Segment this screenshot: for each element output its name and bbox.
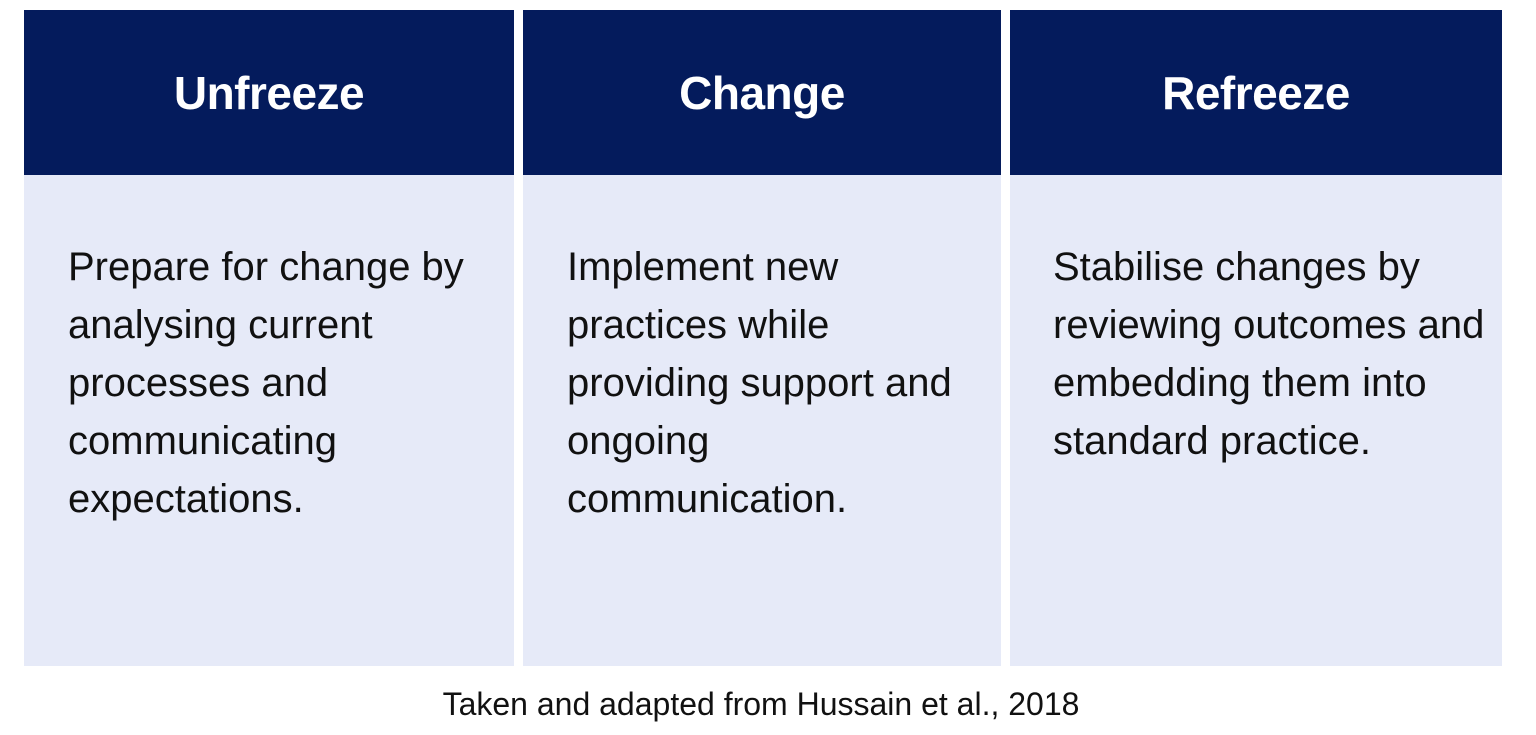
stage-header-refreeze [1010, 10, 1502, 175]
stage-description-change: Implement new practices while providing support and ongoing communication. [567, 245, 952, 521]
stage-title-change: Change [679, 66, 845, 119]
stage-column-change [523, 10, 1001, 666]
lewin-change-model-diagram [24, 10, 1502, 666]
stage-column-unfreeze [24, 10, 514, 666]
stage-title-refreeze: Refreeze [1162, 66, 1350, 119]
stage-header-unfreeze [24, 10, 514, 175]
stage-description-unfreeze: Prepare for change by analysing current processes and communicating expectations. [68, 245, 464, 521]
stage-title-unfreeze: Unfreeze [173, 66, 365, 119]
source-caption: Taken and adapted from Hussain et al., 2018 [442, 686, 1080, 722]
stage-column-refreeze [1010, 10, 1502, 666]
stage-header-change [523, 10, 1001, 175]
stage-description-refreeze: Stabilise changes by reviewing outcomes and embedding them into standard practice. [1053, 245, 1485, 463]
